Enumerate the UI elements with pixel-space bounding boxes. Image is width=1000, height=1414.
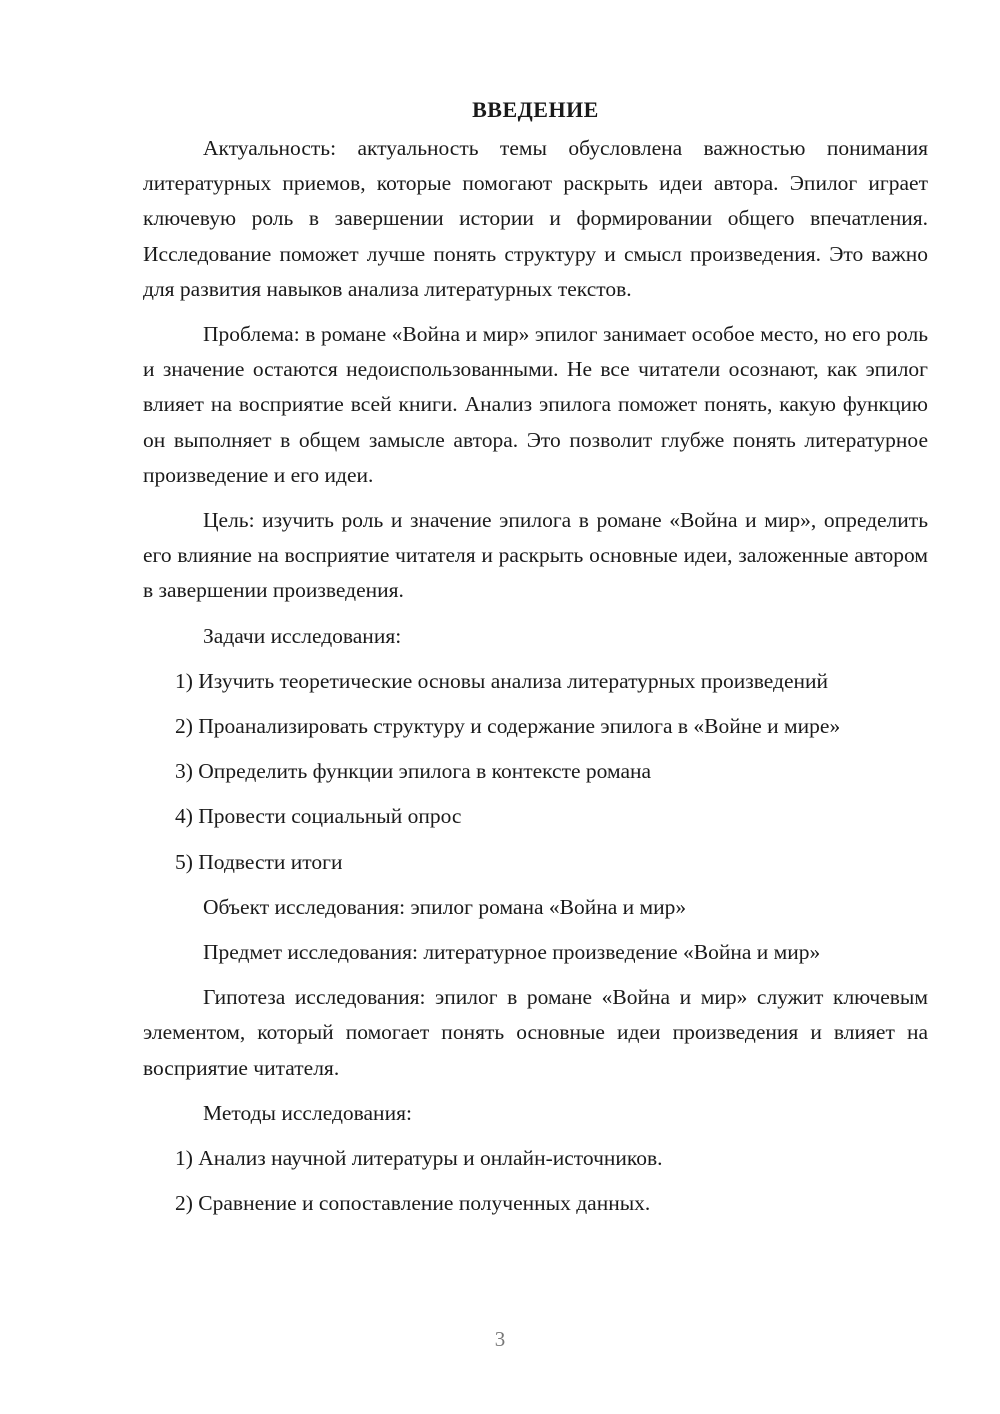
task-item-4: 4) Провести социальный опрос bbox=[175, 804, 462, 829]
methods-heading: Методы исследования: bbox=[203, 1100, 412, 1125]
section-title: ВВЕДЕНИЕ bbox=[472, 97, 599, 122]
method-item-2: 2) Сравнение и сопоставление полученных данных. bbox=[175, 1191, 651, 1216]
task-item-2: 2) Проанализировать структуру и содержание эпилога в «Войне и мире» bbox=[175, 714, 841, 739]
document-page bbox=[143, 92, 928, 1231]
goal-paragraph: Цель: изучить роль и значение эпилога в романе «Война и мир», определить его влияние на восприятие читателя и раскрыть основные идеи, заложенные автором в завершении произведения. bbox=[143, 508, 928, 603]
relevance-paragraph: Актуальность: актуальность темы обусловлена важностью понимания литературных приемов, которые помогают раскрыть идеи автора. Эпилог играет ключевую роль в завершении истории и формировании общего впечатления. Исследование поможет лучше понять структуру и смысл произведения. Это важно для развития навыков анализа литературных текстов. bbox=[143, 136, 928, 301]
object-paragraph: Объект исследования: эпилог романа «Война и мир» bbox=[203, 894, 687, 919]
task-item-1: 1) Изучить теоретические основы анализа литературных произведений bbox=[175, 668, 829, 693]
task-item-5: 5) Подвести итоги bbox=[175, 849, 343, 874]
hypothesis-paragraph: Гипотеза исследования: эпилог в романе «Война и мир» служит ключевым элементом, который помогает понять основные идеи произведения и влияет на восприятие читателя. bbox=[143, 985, 928, 1080]
page-number: 3 bbox=[494, 1327, 506, 1351]
subject-paragraph: Предмет исследования: литературное произведение «Война и мир» bbox=[203, 940, 821, 965]
problem-paragraph: Проблема: в романе «Война и мир» эпилог занимает особое место, но его роль и значение остаются недоиспользованными. Не все читатели осознают, как эпилог влияет на восприятие всей книги. Анализ эпилога поможет понять, какую функцию он выполняет в общем замысле автора. Это позволит глубже понять литературное произведение и его идеи. bbox=[143, 322, 928, 487]
task-item-3: 3) Определить функции эпилога в контексте романа bbox=[175, 759, 652, 784]
tasks-heading: Задачи исследования: bbox=[203, 623, 402, 648]
method-item-1: 1) Анализ научной литературы и онлайн-источников. bbox=[175, 1146, 663, 1171]
